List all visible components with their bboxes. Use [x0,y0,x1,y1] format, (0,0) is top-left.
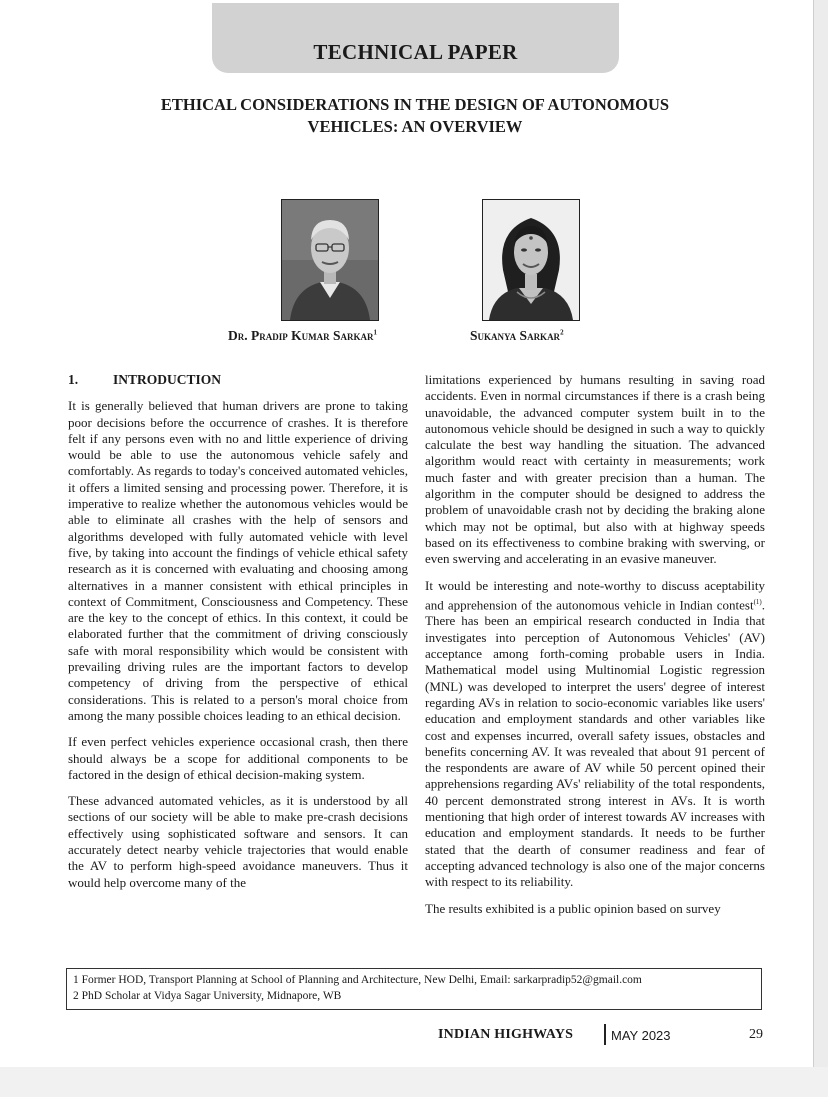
footnote-2: 2 PhD Scholar at Vidya Sagar University, Midnapore, WB [73,990,342,1002]
footnotes-box [66,968,762,1010]
paragraph-text: . There has been an empirical research conducted in India that investigates into perception of Autonomous Vehicles' (AV) acceptance among forth-coming probable users in India. Mathematical model using Multinomial Logistic regression (MNL) was developed to interpret the users' degree of interest regarding AVs in relation to socio-economic variables like users' education and employment standards and other variables like cost and expenses incurred, overall safety issues, obstacles and benefits concerning AV. It was revealed that about 91 percent of the respondents are aware of AV while 50 percent opined their apprehensions regarding AVs' reliability of the total respondents, 40 percent demonstrated strong interest in AVs. It is worth mentioning that high order of interest towards AV increases with education and employment standards. It needs to be further stated that the dearth of consumer readiness and fear of accepting advanced technology is also one of the major concerns with respect to its reliability. [425,597,765,890]
title-line-2: VEHICLES: AN OVERVIEW [307,117,523,136]
section-title: INTRODUCTION [113,372,222,387]
author-2-mark: 2 [560,328,564,337]
citation-ref: (1) [753,597,762,606]
footer-journal-name: INDIAN HIGHWAYS [438,1027,574,1042]
paragraph: These advanced automated vehicles, as it is understood by all sections of our society will be able to make pre-crash decisions effectively using sophisticated software and sensors. It can accurately detect nearby vehicle trajectories that would enable the AV to perform high-speed avoidance maneuvers. Thus it would help overcome many of the [68,793,408,890]
footer-date: MAY 2023 [611,1028,671,1043]
section-number: 1. [68,372,79,387]
section-heading [68,372,408,388]
author-portrait-male [282,200,378,320]
author-1-mark: 1 [373,328,377,337]
author-photo-2 [482,199,580,321]
footnote-1: 1 Former HOD, Transport Planning at School of Planning and Architecture, New Delhi, Email: sarkarpradip52@gmail.com [73,974,642,986]
paragraph: limitations experienced by humans resulting in saving road accidents. Even in normal circumstances if there is a crash being unavoidable, the advanced computer system built in to the autonomous vehicle should be designed in such a way to quickly calculate the best way handling the situation. The advanced algorithm would react with certainty in measurements; work much faster and with greater precision than a human. The algorithm in the computer should be designed to address the problem of unavoidable crash not by deciding the braking alone which may not be optimal, but also with at highway speeds based on its effectiveness to combine braking with swerving, or even swerving and accelerating in an evasive maneuver. [425,372,765,567]
page-number: 29 [749,1027,763,1042]
page-edge [814,0,828,1097]
banner-title: TECHNICAL PAPER [313,40,518,64]
footer-separator [604,1024,606,1045]
author-photo-1 [281,199,379,321]
paragraph [425,578,765,891]
author-2-name: Sukanya Sarkar [470,328,561,343]
author-1-name: Dr. Pradip Kumar Sarkar [228,328,374,343]
paragraph-text: It would be interesting and note-worthy to discuss aceptability and apprehension of the autonomous vehicle in Indian contest [425,577,765,613]
right-column [425,372,765,927]
author-portrait-female [483,200,579,320]
author-2 [470,328,564,344]
title-line-1: ETHICAL CONSIDERATIONS IN THE DESIGN OF AUTONOMOUS [160,95,670,114]
paragraph: If even perfect vehicles experience occasional crash, then there should always be a scope for additional components to be factored in the design of ethical decision-making system. [68,734,408,782]
author-1 [228,328,377,344]
paper-title [110,94,720,138]
left-column [68,372,408,901]
paragraph: It is generally believed that human drivers are prone to taking poor decisions before the occurrence of crashes. It is therefore felt if any persons even with no and little experience of driving would be able to use the autonomous vehicle safely and comfortably. As regards to today's conceived automated vehicles, it offers a limited sensing and processing power. Therefore, it is imperative to realize whether the autonomous vehicles would be able to eliminate all crashes with the help of sensors and algorithms developed with fully automated vehicle with level five, by taking into account the findings of vehicle ethical safety research as it is concerned with evaluating and choosing among alternatives in a manner consistent with ethical principles in context of Commitment, Consciousness and Competency. These are the key to the concept of ethics. In this context, it could be elaborated further that the commitment of driving consciously safe with moral responsibility which would be consistent with prevailing driving rules are the important factors to develop competency of driving from the perspective of ethical considerations. This is related to a person's moral choice from among the many possible choices leading to an ethical decision. [68,398,408,723]
page-edge-line [813,0,814,1097]
paragraph: The results exhibited is a public opinion based on survey [425,900,721,916]
page-bottom-margin [0,1067,828,1097]
